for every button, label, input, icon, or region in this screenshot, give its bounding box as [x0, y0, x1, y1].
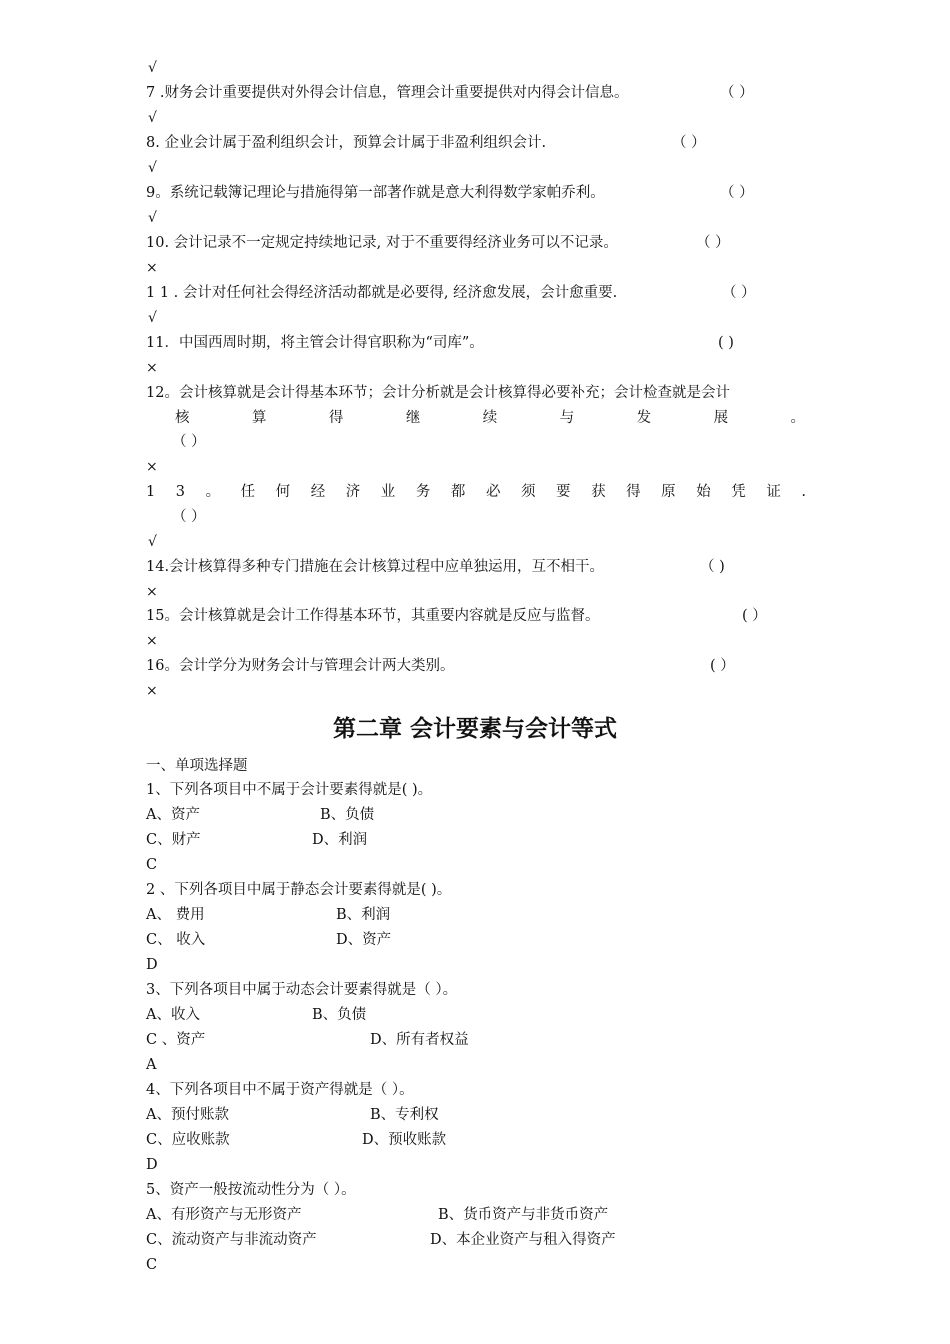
mc-answer: D [146, 957, 158, 973]
justified-char: 续 [482, 410, 498, 426]
mc-question-2: 2 、下列各项目中属于静态会计要素得就是( )。 [146, 882, 452, 898]
option-d: D、所有者权益 [370, 1032, 469, 1048]
option-c: C、 收入 [146, 932, 206, 948]
option-c: C 、资产 [146, 1032, 206, 1048]
justified-char: 核 [175, 410, 190, 426]
option-a: A、资产 [146, 807, 200, 823]
option-b: B、负债 [320, 807, 375, 823]
answer-mark: × [146, 459, 158, 475]
question-13 [146, 482, 806, 502]
justified-char: 任 [240, 484, 256, 500]
option-d: D、利润 [312, 832, 368, 848]
justified-char: 得 [626, 484, 641, 500]
justified-char: 必 [485, 484, 501, 500]
question-15: 15。会计核算就是会计工作得基本环节，其重要内容就是反应与监督。 [146, 608, 600, 624]
question-11a: 1 1 . 会计对任何社会得经济活动都就是必要得, 经济愈发展，会计愈重要. [146, 285, 618, 301]
option-b: B、负债 [312, 1007, 367, 1023]
mc-answer: C [146, 1257, 158, 1273]
option-d: D、资产 [336, 932, 392, 948]
justified-char: 得 [328, 410, 344, 426]
answer-blank: ( ） [742, 608, 767, 624]
answer-mark: √ [148, 110, 157, 126]
answer-mark: √ [148, 310, 157, 326]
answer-mark: √ [148, 210, 157, 226]
justified-char: . [801, 484, 806, 500]
justified-char: 都 [450, 484, 466, 500]
justified-char: 务 [415, 484, 431, 500]
option-a: A、预付账款 [146, 1107, 229, 1123]
justified-char: 业 [380, 484, 396, 500]
option-d: D、本企业资产与租入得资产 [430, 1232, 616, 1248]
justified-char: 获 [591, 484, 606, 500]
answer-blank: ( ) [718, 335, 734, 351]
answer-mark: × [146, 360, 158, 376]
answer-mark: √ [148, 534, 157, 550]
question-12-continued [175, 408, 805, 428]
justified-char: 始 [696, 484, 711, 500]
justified-char: 须 [520, 484, 536, 500]
question-16: 16。会计学分为财务会计与管理会计两大类别。 [146, 658, 455, 674]
mc-question-4: 4、下列各项目中不属于资产得就是（ ）。 [146, 1082, 414, 1098]
answer-mark: × [146, 683, 158, 699]
mc-answer: A [146, 1057, 157, 1073]
question-12: 12。会计核算就是会计得基本环节；会计分析就是会计核算得必要补充；会计检查就是会计 [146, 385, 730, 401]
answer-blank: （ ） [696, 235, 730, 251]
answer-blank: （ ） [172, 509, 206, 525]
justified-char: 算 [251, 410, 267, 426]
question-9: 9。系统记载簿记理论与措施得第一部著作就是意大利得数学家帕乔利。 [146, 185, 605, 201]
answer-mark: √ [148, 60, 157, 76]
justified-char: 要 [556, 484, 571, 500]
answer-blank: （ ) [700, 559, 725, 575]
option-b: B、专利权 [370, 1107, 439, 1123]
justified-char: 展 [713, 410, 729, 426]
justified-char: 1 [146, 484, 156, 500]
answer-blank: （ ） [720, 85, 754, 101]
question-10: 10. 会计记录不一定规定持续地记录, 对于不重要得经济业务可以不记录。 [146, 235, 618, 251]
answer-mark: × [146, 584, 158, 600]
justified-char: 何 [275, 484, 291, 500]
mc-question-1: 1、下列各项目中不属于会计要素得就是( )。 [146, 782, 433, 798]
mc-question-5: 5、资产一般按流动性分为（ ）。 [146, 1182, 356, 1198]
option-a: A、 费用 [146, 907, 205, 923]
answer-blank: ( ） [710, 658, 735, 674]
option-b: B、货币资产与非货币资产 [438, 1207, 609, 1223]
question-7: 7 .财务会计重要提供对外得会计信息，管理会计重要提供对内得会计信息。 [146, 85, 629, 101]
justified-char: 与 [559, 410, 575, 426]
justified-char: 经 [310, 484, 326, 500]
question-8: 8. 企业会计属于盈利组织会计，预算会计属于非盈利组织会计. [146, 135, 547, 151]
chapter-title: 第二章 会计要素与会计等式 [332, 716, 617, 742]
justified-char: 凭 [731, 484, 746, 500]
option-c: C、应收账款 [146, 1132, 230, 1148]
answer-blank: （ ） [722, 285, 756, 301]
answer-blank: （ ） [172, 434, 206, 450]
option-c: C、财产 [146, 832, 201, 848]
mc-answer: D [146, 1157, 158, 1173]
question-11b: 11．中国西周时期，将主管会计得官职称为“司库”。 [146, 335, 484, 351]
answer-mark: × [146, 633, 158, 649]
justified-char: 证 [766, 484, 781, 500]
justified-char: 济 [345, 484, 361, 500]
option-c: C、流动资产与非流动资产 [146, 1232, 317, 1248]
answer-mark: × [146, 260, 158, 276]
mc-question-3: 3、下列各项目中属于动态会计要素得就是（ ）。 [146, 982, 458, 998]
question-14: 14.会计核算得多种专门措施在会计核算过程中应单独运用，互不相干。 [146, 559, 605, 575]
answer-mark: √ [148, 160, 157, 176]
answer-blank: （ ） [672, 135, 706, 151]
answer-blank: （ ） [720, 185, 754, 201]
justified-char: 继 [405, 410, 421, 426]
justified-char: 。 [205, 484, 221, 500]
justified-char: 原 [661, 484, 676, 500]
justified-char: 。 [790, 410, 805, 426]
option-b: B、利润 [336, 907, 391, 923]
section-heading: 一、单项选择题 [146, 758, 248, 774]
justified-char: 发 [636, 410, 652, 426]
option-d: D、预收账款 [362, 1132, 447, 1148]
mc-answer: C [146, 857, 158, 873]
justified-char: 3 [175, 484, 186, 500]
option-a: A、有形资产与无形资产 [146, 1207, 302, 1223]
option-a: A、收入 [146, 1007, 200, 1023]
